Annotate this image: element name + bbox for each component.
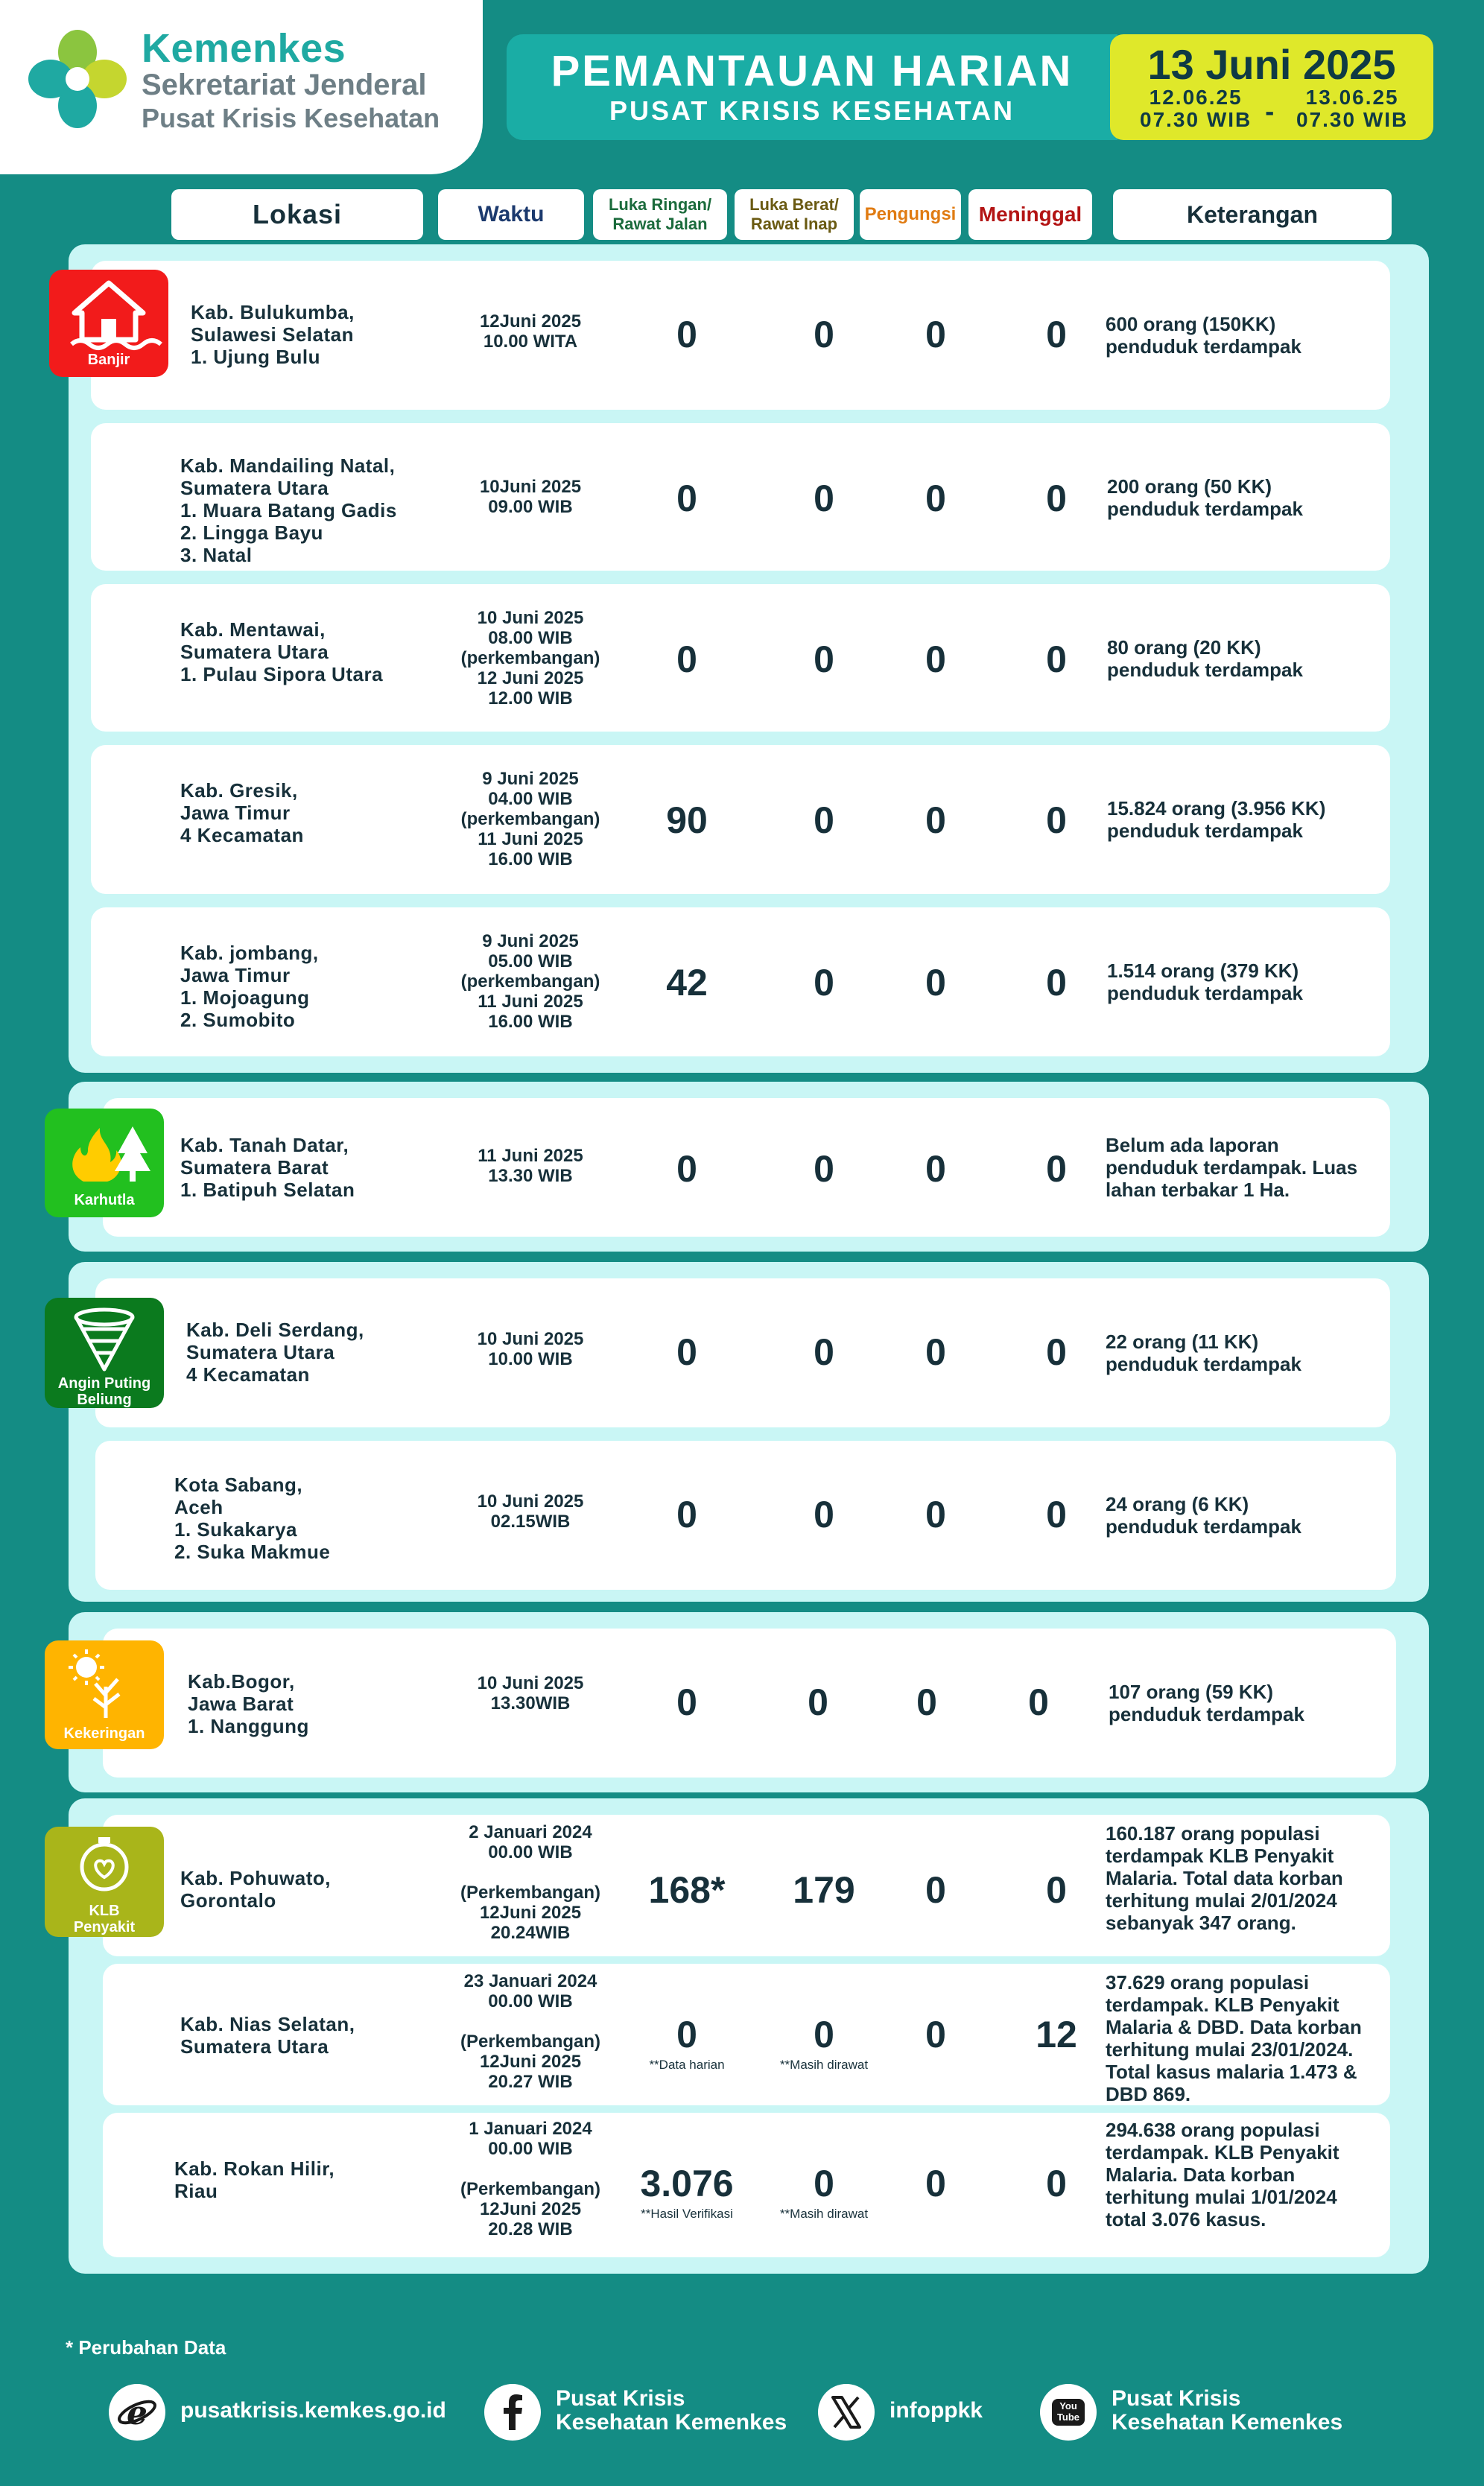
title-banner <box>507 34 1117 140</box>
row-luka-ringan: 0 <box>676 1494 697 1535</box>
kemenkes-logo-icon <box>25 27 130 131</box>
page-title: PEMANTAUAN HARIAN <box>551 47 1074 95</box>
row-luka-ringan: 0 <box>676 638 697 680</box>
row-luka-berat: 0 <box>814 1148 834 1190</box>
footer-website[interactable] <box>109 2381 451 2444</box>
report-date: 13 Juni 2025 <box>1147 41 1396 88</box>
row-waktu: 1 Januari 2024 00.00 WIB (Perkembangan) 12Juni 2025 20.28 WIB <box>460 2119 601 2239</box>
facebook-icon <box>484 2384 541 2441</box>
row-luka-ringan: 0 <box>676 1331 697 1373</box>
row-keterangan: 22 orang (11 KK) penduduk terdampak <box>1106 1331 1301 1375</box>
column-header-luka-berat: Luka Berat/ Rawat Inap <box>735 189 854 240</box>
row-waktu: 10 Juni 2025 10.00 WIB <box>477 1329 584 1369</box>
row-luka-berat: 0 <box>814 2163 834 2204</box>
row-luka-berat: 0 <box>814 638 834 680</box>
row-luka-berat: 0 <box>814 2014 834 2055</box>
footer-facebook[interactable] <box>484 2381 812 2444</box>
row-luka-berat-note: **Masih dirawat <box>779 2058 869 2072</box>
row-lokasi: Kab. Nias Selatan, Sumatera Utara <box>180 2013 355 2058</box>
row-meninggal: 0 <box>1046 799 1067 841</box>
row-waktu: 10Juni 2025 09.00 WIB <box>479 477 582 517</box>
row-meninggal: 0 <box>1046 1331 1067 1373</box>
row-lokasi: Kab. Pohuwato, Gorontalo <box>180 1867 331 1912</box>
row-pengungsi: 0 <box>925 799 946 841</box>
column-header-waktu: Waktu <box>438 189 584 240</box>
row-lokasi: Kab. Mandailing Natal, Sumatera Utara 1. Muara Batang Gadis 2. Lingga Bayu 3. Natal <box>180 454 397 566</box>
row-luka-ringan: 0 <box>676 314 697 355</box>
row-keterangan: 294.638 orang populasi terdampak. KLB Penyakit Malaria. Data korban terhitung mulai 1/01/2024 total 3.076 kasus. <box>1106 2119 1339 2230</box>
youtube-link[interactable]: Pusat Krisis Kesehatan Kemenkes <box>1112 2386 1343 2435</box>
table-row <box>91 745 1390 894</box>
category-label: Angin Puting Beliung <box>57 1375 151 1408</box>
row-luka-ringan: 0 <box>676 2014 697 2055</box>
row-lokasi: Kota Sabang, Aceh 1. Sukakarya 2. Suka Makmue <box>174 1474 331 1563</box>
row-luka-berat: 0 <box>814 962 834 1003</box>
row-luka-ringan-note: **Data harian <box>649 2058 725 2072</box>
row-luka-ringan-note: **Hasil Verifikasi <box>641 2207 733 2221</box>
column-header-keterangan: Keterangan <box>1113 189 1392 240</box>
row-luka-berat: 179 <box>793 1869 855 1911</box>
row-waktu: 9 Juni 2025 04.00 WIB (perkembangan) 11 Juni 2025 16.00 WIB <box>460 769 600 869</box>
row-pengungsi: 0 <box>925 1148 946 1190</box>
row-waktu: 10 Juni 2025 13.30WIB <box>477 1673 584 1713</box>
browser-icon <box>109 2384 165 2441</box>
table-row <box>95 1278 1390 1427</box>
row-pengungsi: 0 <box>925 1331 946 1373</box>
table-row <box>91 907 1390 1056</box>
row-lokasi: Kab. Bulukumba, Sulawesi Selatan 1. Ujung Bulu <box>191 301 355 368</box>
row-keterangan: 200 orang (50 KK) penduduk terdampak <box>1107 475 1303 520</box>
row-luka-ringan: 0 <box>676 1681 697 1723</box>
category-badge-karhutla <box>45 1109 164 1217</box>
category-label: Banjir <box>87 352 130 368</box>
row-pengungsi: 0 <box>925 962 946 1003</box>
row-keterangan: 1.514 orang (379 KK) penduduk terdampak <box>1107 960 1303 1004</box>
column-header-meninggal: Meninggal <box>968 189 1092 240</box>
category-label: KLB Penyakit <box>73 1903 136 1935</box>
row-waktu: 9 Juni 2025 05.00 WIB (perkembangan) 11 Juni 2025 16.00 WIB <box>460 931 600 1032</box>
footnote: * Perubahan Data <box>66 2336 226 2359</box>
column-header-luka-ringan: Luka Ringan/ Rawat Jalan <box>593 189 727 240</box>
row-lokasi: Kab. Mentawai, Sumatera Utara 1. Pulau Sipora Utara <box>180 618 384 685</box>
logo-subtitle-1: Sekretariat Jenderal <box>142 69 427 101</box>
logo-subtitle-2: Pusat Krisis Kesehatan <box>142 103 440 133</box>
row-meninggal: 0 <box>1046 638 1067 680</box>
range-from: 12.06.25 07.30 WIB <box>1140 86 1252 131</box>
youtube-icon <box>1040 2384 1097 2441</box>
row-lokasi: Kab. Gresik, Jawa Timur 4 Kecamatan <box>180 779 304 846</box>
row-pengungsi: 0 <box>925 314 946 355</box>
row-waktu: 2 Januari 2024 00.00 WIB (Perkembangan) 12Juni 2025 20.24WIB <box>460 1822 601 1943</box>
table-row <box>103 1629 1396 1778</box>
table-row <box>103 1815 1390 1956</box>
row-keterangan: 15.824 orang (3.956 KK) penduduk terdampak <box>1107 797 1326 842</box>
row-meninggal: 0 <box>1046 962 1067 1003</box>
row-meninggal: 0 <box>1046 1494 1067 1535</box>
row-lokasi: Kab. jombang, Jawa Timur 1. Mojoagung 2. Sumobito <box>180 942 319 1031</box>
row-meninggal: 0 <box>1046 314 1067 355</box>
row-luka-berat: 0 <box>814 1331 834 1373</box>
row-luka-berat: 0 <box>814 478 834 519</box>
section-banjir <box>69 244 1429 1073</box>
row-luka-ringan: 168* <box>648 1869 726 1911</box>
row-lokasi: Kab. Deli Serdang, Sumatera Utara 4 Kecamatan <box>186 1319 364 1386</box>
table-row <box>103 2113 1390 2257</box>
row-keterangan: 80 orang (20 KK) penduduk terdampak <box>1107 636 1303 681</box>
row-waktu: 11 Juni 2025 13.30 WIB <box>478 1146 583 1186</box>
column-header-lokasi: Lokasi <box>171 189 423 240</box>
svg-text:e: e <box>127 2394 148 2432</box>
row-keterangan: 24 orang (6 KK) penduduk terdampak <box>1106 1493 1301 1538</box>
row-pengungsi: 0 <box>925 2014 946 2055</box>
row-meninggal: 0 <box>1028 1681 1049 1723</box>
row-luka-berat: 0 <box>814 799 834 841</box>
category-badge-kekeringan <box>45 1640 164 1749</box>
row-pengungsi: 0 <box>925 478 946 519</box>
column-header-pengungsi: Pengungsi <box>860 189 961 240</box>
website-link[interactable]: pusatkrisis.kemkes.go.id <box>180 2398 446 2423</box>
row-meninggal: 0 <box>1046 478 1067 519</box>
page-subtitle: PUSAT KRISIS KESEHATAN <box>609 95 1015 126</box>
row-keterangan: 37.629 orang populasi terdampak. KLB Penyakit Malaria & DBD. Data korban terhitung mulai 23/01/2024. Total kasus malaria 1.473 & DBD 869. <box>1106 1971 1362 2105</box>
category-label: Kekeringan <box>63 1725 145 1742</box>
row-meninggal: 0 <box>1046 2163 1067 2204</box>
category-label: Karhutla <box>74 1192 135 1208</box>
category-badge-klb-penyakit <box>45 1827 164 1937</box>
range-dash: - <box>1265 100 1275 126</box>
row-waktu: 10 Juni 2025 02.15WIB <box>477 1491 584 1532</box>
row-lokasi: Kab. Rokan Hilir, Riau <box>174 2157 335 2202</box>
row-luka-berat-note: **Masih dirawat <box>779 2207 869 2221</box>
x-twitter-icon <box>818 2384 875 2441</box>
row-luka-ringan: 0 <box>676 1148 697 1190</box>
twitter-handle[interactable]: infoppkk <box>890 2398 983 2423</box>
table-row <box>91 423 1390 571</box>
row-keterangan: Belum ada laporan penduduk terdampak. Luas lahan terbakar 1 Ha. <box>1106 1134 1358 1201</box>
row-keterangan: 107 orang (59 KK) penduduk terdampak <box>1109 1681 1304 1725</box>
row-luka-berat: 0 <box>814 314 834 355</box>
category-badge-angin-puting-beliung <box>45 1298 164 1408</box>
row-pengungsi: 0 <box>925 1494 946 1535</box>
row-waktu: 10 Juni 2025 08.00 WIB (perkembangan) 12 Juni 2025 12.00 WIB <box>460 608 600 708</box>
row-keterangan: 160.187 orang populasi terdampak KLB Penyakit Malaria. Total data korban terhitung mulai 2/01/2024 sebanyak 347 orang. <box>1106 1822 1343 1934</box>
section-karhutla <box>69 1082 1429 1252</box>
row-lokasi: Kab.Bogor, Jawa Barat 1. Nanggung <box>188 1670 309 1737</box>
row-luka-ringan: 90 <box>666 799 708 841</box>
row-waktu: 12Juni 2025 10.00 WITA <box>479 311 582 352</box>
row-luka-berat: 0 <box>814 1494 834 1535</box>
footer-youtube[interactable] <box>1040 2381 1368 2444</box>
youtube-icon-text: You Tube <box>1056 2400 1080 2423</box>
row-pengungsi: 0 <box>916 1681 937 1723</box>
row-lokasi: Kab. Tanah Datar, Sumatera Barat 1. Batipuh Selatan <box>180 1134 355 1201</box>
table-row <box>95 1441 1396 1590</box>
row-keterangan: 600 orang (150KK) penduduk terdampak <box>1106 313 1301 358</box>
logo-panel <box>0 0 483 174</box>
range-to: 13.06.25 07.30 WIB <box>1296 86 1409 131</box>
row-pengungsi: 0 <box>925 2163 946 2204</box>
row-luka-ringan: 0 <box>676 478 697 519</box>
row-meninggal: 12 <box>1036 2014 1077 2055</box>
section-klb-penyakit <box>69 1798 1429 2274</box>
table-row <box>91 261 1390 410</box>
row-pengungsi: 0 <box>925 1869 946 1911</box>
row-meninggal: 0 <box>1046 1869 1067 1911</box>
row-meninggal: 0 <box>1046 1148 1067 1190</box>
table-row <box>103 1098 1390 1237</box>
row-waktu: 23 Januari 2024 00.00 WIB (Perkembangan) 12Juni 2025 20.27 WIB <box>460 1971 601 2092</box>
logo-title: Kemenkes <box>142 26 346 71</box>
row-luka-berat: 0 <box>808 1681 828 1723</box>
section-angin-puting-beliung <box>69 1262 1429 1602</box>
section-kekeringan <box>69 1612 1429 1792</box>
row-luka-ringan: 3.076 <box>640 2163 734 2204</box>
date-badge <box>1110 34 1433 140</box>
category-badge-banjir <box>49 270 168 377</box>
footer-twitter[interactable] <box>818 2381 1012 2444</box>
row-pengungsi: 0 <box>925 638 946 680</box>
table-row <box>91 584 1390 732</box>
table-row <box>103 1964 1390 2105</box>
facebook-link[interactable]: Pusat Krisis Kesehatan Kemenkes <box>556 2386 787 2435</box>
row-luka-ringan: 42 <box>666 962 708 1003</box>
